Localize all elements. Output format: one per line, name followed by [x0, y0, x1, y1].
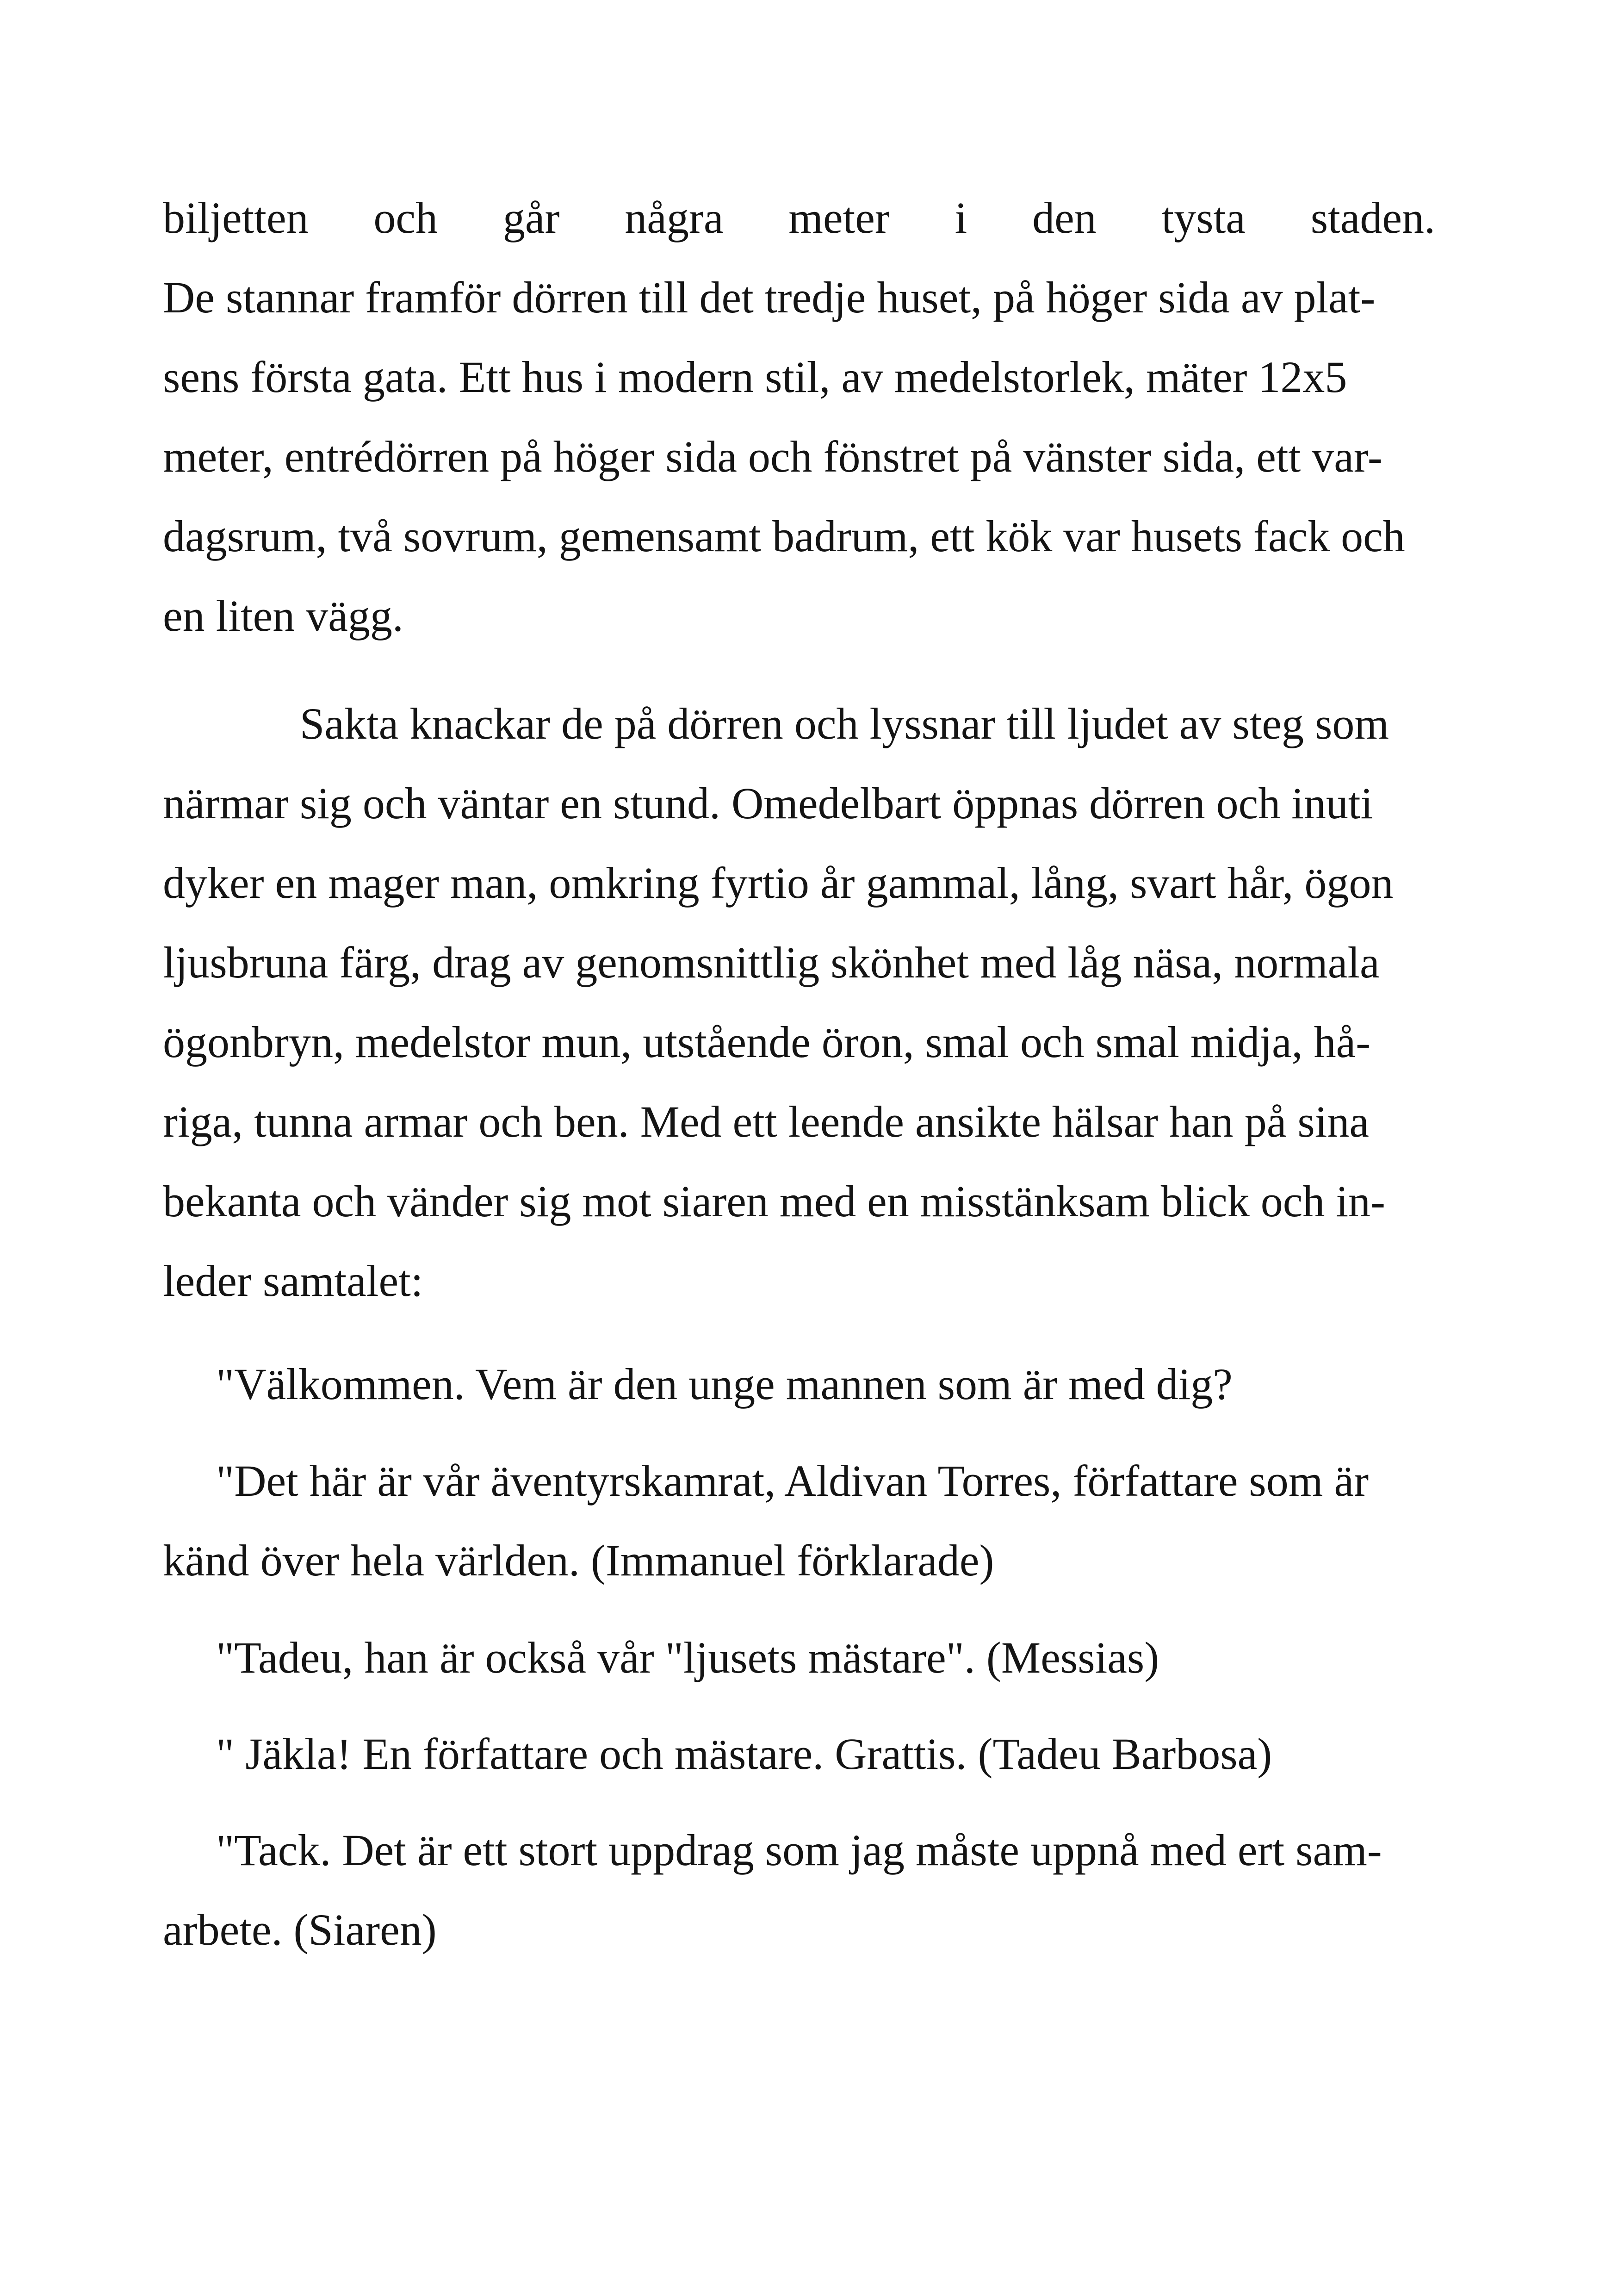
dialogue-line-1 [163, 1344, 1435, 1424]
text-line: "Det här är vår äventyrskamrat, Aldivan Torres, författare som är [216, 1456, 1369, 1506]
text-line: dagsrum, två sovrum, gemensamt badrum, ett kök var husets fack och [163, 511, 1405, 561]
text-line: "Tack. Det är ett stort uppdrag som jag måste uppnå med ert sam- [216, 1825, 1382, 1875]
text-line: sens första gata. Ett hus i modern stil, av medelstorlek, mäter 12x5 [163, 352, 1347, 402]
text-line: riga, tunna armar och ben. Med ett leende ansikte hälsar han på sina [163, 1097, 1369, 1146]
text-line: Sakta knackar de på dörren och lyssnar till ljudet av steg som [300, 699, 1389, 748]
dialogue-line-4 [163, 1714, 1435, 1794]
text-line: närmar sig och väntar en stund. Omedelbart öppnas dörren och inuti [163, 778, 1373, 828]
text-line: dyker en mager man, omkring fyrtio år gammal, lång, svart hår, ögon [163, 858, 1394, 908]
paragraph-2 [163, 684, 1435, 1321]
text-line: bekanta och vänder sig mot siaren med en misstänksam blick och in- [163, 1176, 1385, 1226]
dialogue-line-5 [163, 1811, 1435, 1970]
dialogue-line-2 [163, 1441, 1435, 1600]
text-line: "Välkommen. Vem är den unge mannen som är med dig? [216, 1359, 1233, 1409]
text-line: " Jäkla! En författare och mästare. Grattis. (Tadeu Barbosa) [216, 1729, 1272, 1779]
text-line: ljusbruna färg, drag av genomsnittlig skönhet med låg näsa, normala [163, 938, 1380, 987]
text-line: leder samtalet: [163, 1256, 423, 1306]
dialogue-line-3 [163, 1618, 1435, 1698]
paragraph-1 [163, 178, 1435, 656]
text-line: biljetten och går några meter i den tysta staden. [163, 193, 1435, 243]
text-line: arbete. (Siaren) [163, 1905, 437, 1954]
text-line: en liten vägg. [163, 591, 403, 641]
text-line: meter, entrédörren på höger sida och fönstret på vänster sida, ett var- [163, 432, 1382, 481]
text-line: känd över hela världen. (Immanuel förklarade) [163, 1536, 994, 1585]
text-line: "Tadeu, han är också vår "ljusets mästare". (Messias) [216, 1633, 1159, 1682]
text-line: De stannar framför dörren till det tredje huset, på höger sida av plat- [163, 273, 1376, 322]
text-line: ögonbryn, medelstor mun, utstående öron, smal och smal midja, hå- [163, 1017, 1371, 1067]
